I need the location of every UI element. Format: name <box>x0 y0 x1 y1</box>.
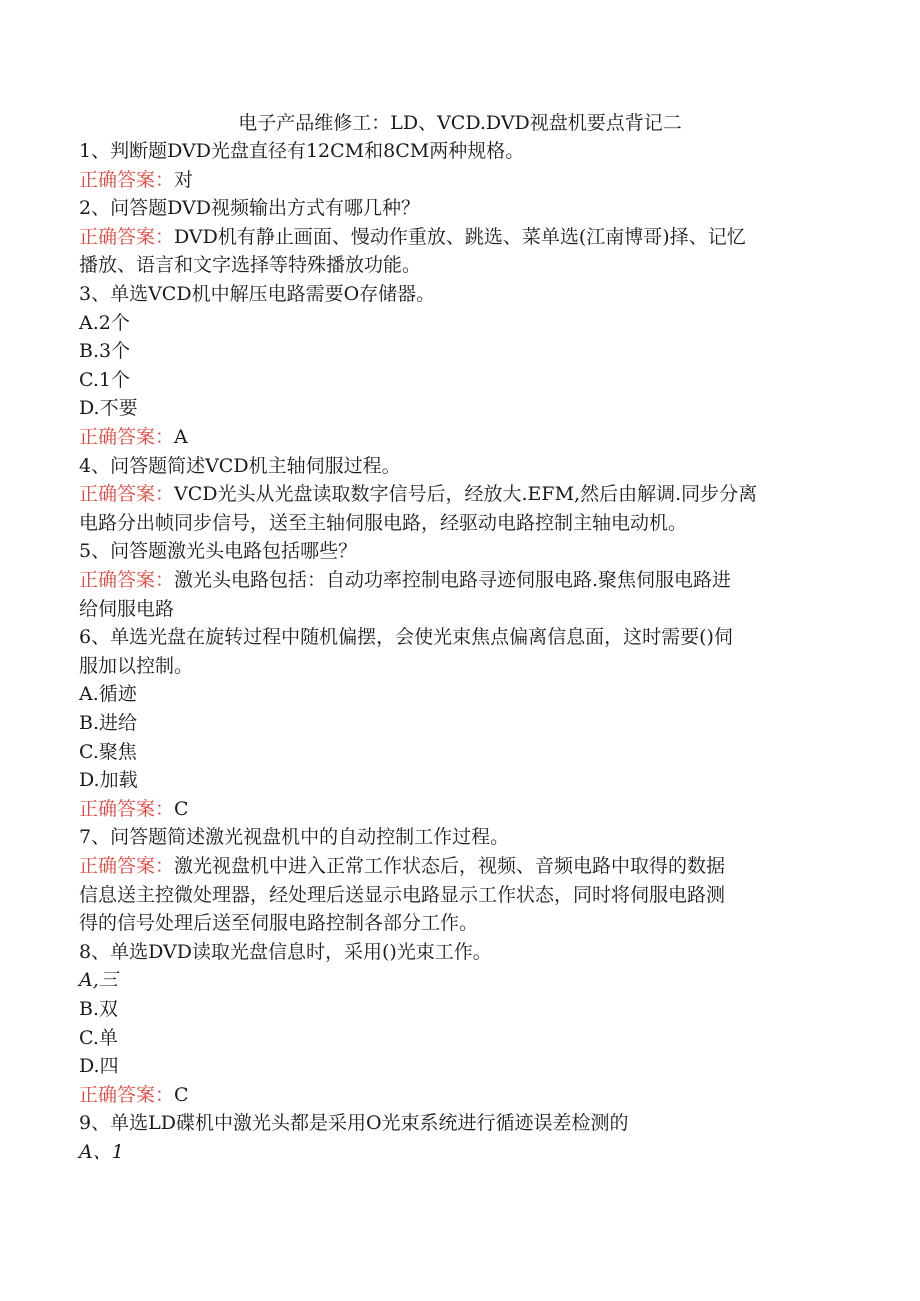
text-continuation: 得的信号处理后送至伺服电路控制各部分工作。 <box>79 912 479 935</box>
text-continuation: 服加以控制。 <box>79 654 194 677</box>
question-text: 8、单选DVD读取光盘信息时，采用()光束工作。 <box>79 940 492 963</box>
option-item: D.四 <box>79 1055 119 1078</box>
option-item: D.加载 <box>79 769 138 792</box>
answer-line <box>79 566 731 595</box>
question-text: 7、问答题简述激光视盘机中的自动控制工作过程。 <box>79 826 510 849</box>
answer-value: C <box>174 1083 189 1106</box>
text-continuation: 给伺服电路 <box>79 597 175 620</box>
question-text: 3、单选VCD机中解压电路需要O存储器。 <box>79 283 436 305</box>
answer-label: 正确答案： <box>79 168 175 191</box>
answer-line <box>79 1081 189 1110</box>
answer-label: 正确答案： <box>79 569 175 591</box>
text-continuation: 播放、语言和文字选择等特殊播放功能。 <box>79 254 422 277</box>
option-item: A.循迹 <box>79 683 137 706</box>
option-item: B.3个 <box>79 340 131 363</box>
option-item: D.不要 <box>79 397 138 420</box>
option-item: B.双 <box>79 998 119 1020</box>
question-text: 1、判断题DVD光盘直径有12CM和8CM两种规格。 <box>79 140 525 162</box>
answer-label: 正确答案： <box>79 426 175 448</box>
answer-value: 激光视盘机中进入正常工作状态后，视频、音频电路中取得的数据 <box>174 855 726 877</box>
option-item: B.进给 <box>79 712 138 734</box>
document-title: 电子产品维修工：LD、VCD.DVD视盘机要点背记二 <box>238 112 682 134</box>
answer-line <box>79 166 193 195</box>
question-text: 9、单选LD碟机中激光头都是采用O光束系统进行循迹误差检测的 <box>79 1112 629 1135</box>
option-item: C.单 <box>79 1026 118 1049</box>
answer-value: DVD机有静止画面、慢动作重放、跳选、菜单选(江南博哥)择、记忆 <box>174 225 746 248</box>
option-item: A.2个 <box>79 311 130 334</box>
answer-value: 对 <box>174 168 194 191</box>
question-text: 6、单选光盘在旋转过程中随机偏摆，会使光束焦点偏离信息面，这时需要()伺 <box>79 626 733 649</box>
answer-value: 激光头电路包括：自动功率控制电路寻迹伺服电路.聚焦伺服电路进 <box>174 569 732 591</box>
question-text: 5、问答题激光头电路包括哪些？ <box>79 540 358 563</box>
option-item: C.1个 <box>79 368 130 391</box>
option-item: A、1 <box>79 1141 124 1163</box>
answer-value: VCD光头从光盘读取数字信号后，经放大.EFM,然后由解调.同步分离 <box>174 483 758 506</box>
text-continuation: 电路分出帧同步信号，送至主轴伺服电路，经驱动电路控制主轴电动机。 <box>79 511 688 534</box>
text-continuation: 信息送主控微处理器，经处理后送显示电路显示工作状态，同时将伺服电路测 <box>79 883 726 906</box>
option-item: C.聚焦 <box>79 740 137 763</box>
answer-label: 正确答案： <box>79 797 175 820</box>
answer-line <box>79 423 188 452</box>
answer-line <box>79 852 725 881</box>
answer-line <box>79 223 746 252</box>
answer-line <box>79 480 757 509</box>
answer-value: C <box>174 797 189 820</box>
answer-line <box>79 795 189 824</box>
answer-label: 正确答案： <box>79 1083 175 1106</box>
answer-label: 正确答案： <box>79 855 175 877</box>
answer-label: 正确答案： <box>79 483 175 506</box>
option-item: A,三 <box>79 969 118 992</box>
answer-value: A <box>174 426 188 448</box>
question-text: 4、问答题简述VCD机主轴伺服过程。 <box>79 454 401 477</box>
question-text: 2、问答题DVD视频输出方式有哪几种？ <box>79 197 420 220</box>
answer-label: 正确答案： <box>79 225 175 248</box>
